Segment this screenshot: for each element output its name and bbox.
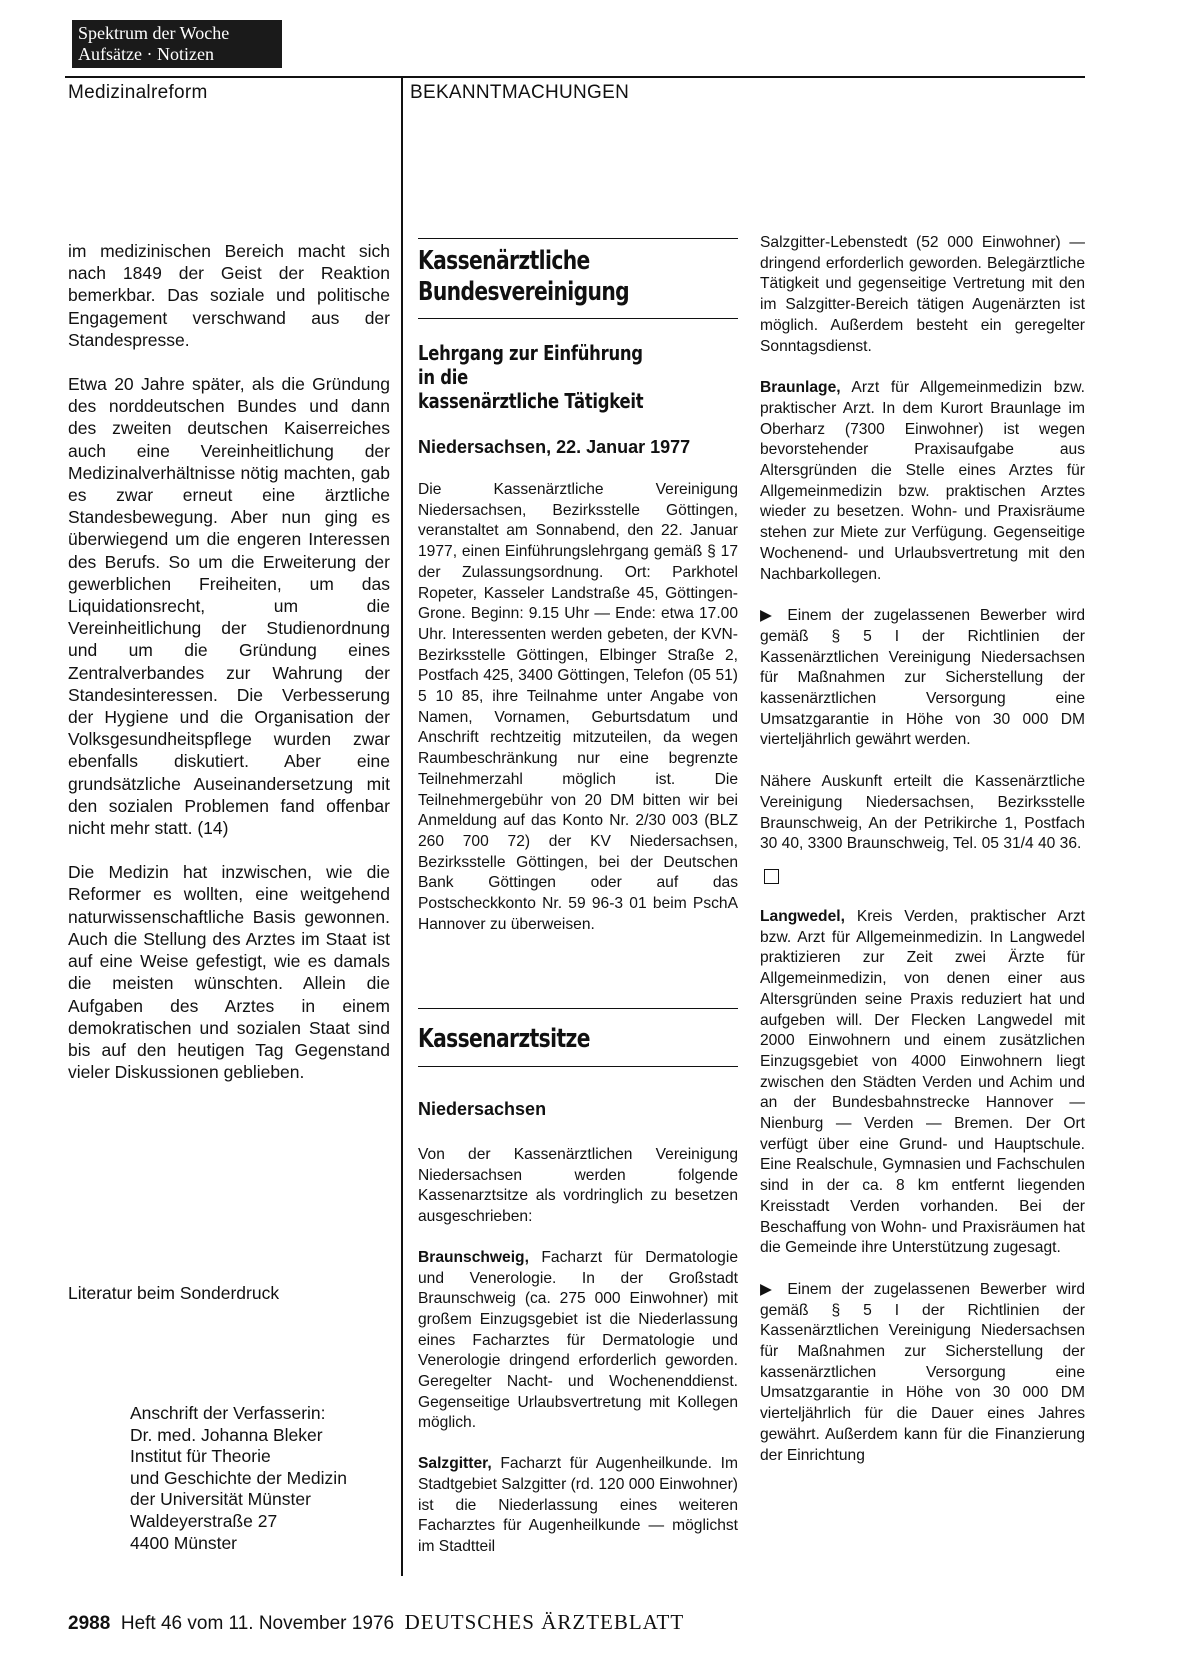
heading-kbv-line-2: Bundesvereinigung: [418, 277, 630, 307]
col1-paragraph-3: Die Medizin hat inzwischen, wie die Reformer es wollten, eine weitgehend naturwissenschaftliche Basis gewonnen. Auch die Stellung des Arztes im Staat ist auf eine Weise gefestigt, wie es damals die meisten wünschten. Allein die Aufgaben des Arztes in einem demokratischen und sozialen Staat sind bis auf den heutigen Tag Gegenstand vieler Diskussionen geblieben.: [68, 862, 390, 1083]
entry-text: Arzt für Allgemeinmedizin bzw. praktischer Arzt. In dem Kurort Braunlage im Oberharz (7300 Einwohner) ist wegen bevorstehender Praxisaufgabe aus Altersgründen die Stelle eines Arztes für Allgemeinmedizin bzw. praktischen Arztes wieder zu besetzen. Wohn- und Praxisräume stehen zur Miete zur Verfügung. Gegenseitige Wochenend- und Urlaubsvertretung mit den Nachbarkollegen.: [760, 379, 1085, 583]
checkbox-row: [760, 855, 1085, 907]
section-badge: [72, 20, 282, 68]
heading-lehrgang-line-3: kassenärztliche Tätigkeit: [418, 389, 644, 413]
badge-line-1: Spektrum der Woche: [78, 23, 230, 43]
guarantee-paragraph: [760, 606, 1085, 751]
section-label-left: Medizinalreform: [68, 82, 208, 103]
entry-lead: Salzgitter,: [418, 1455, 492, 1473]
col1-paragraph-2: Etwa 20 Jahre später, als die Gründung des norddeutschen Bundes und dann des zweiten deutschen Kaiserreiches auch eine Vereinheitlichung der Medizinalverhältnisse nötig machten, gab es zwar erneut eine ärztliche Standesbewegung. Aber nun ging es überwiegend um die engeren Interessen des Berufs. So um die Erweiterung der gewerblichen Freiheiten, um das Liquidationsrecht, um die Vereinheitlichung der Studienordnung und um die Gründung eines Zentralverbandes zur Wahrung der Standesinteressen. Die Verbesserung der Hygiene und die Organisation der Volksgesundheitspflege wurden zwar ebenfalls diskutiert. Aber eine grundsätzliche Auseinandersetzung mit den sozialen Problemen fand offenbar nicht mehr statt. (14): [68, 374, 390, 839]
heading-date: Niedersachsen, 22. Januar 1977: [418, 437, 691, 457]
entry-lead: Braunlage,: [760, 379, 841, 397]
column-divider: [401, 76, 403, 1576]
lehrgang-text: Die Kassenärztliche Vereinigung Niedersachsen, Bezirksstelle Göttingen, veranstaltet am Sonnabend, den 22. Januar 1977, einen Einführungslehrgang gemäß § 17 der Zulassungsordnung. Ort: Parkhotel Ropeter, Kasseler Landstraße 45, Göttingen-Grone. Beginn: 9.15 Uhr — Ende: etwa 17.00 Uhr. Interessenten werden gebeten, der KVN-Bezirksstelle Göttingen, Elbinger Straße 2, Postfach 425, 3400 Göttingen, Telefon (05 51) 5 10 85, ihre Teilnahme unter Angabe von Namen, Vornamen, Geburtsdatum und Anschrift rechtzeitig mitzuteilen, da wegen Raumbeschränkung nur eine begrenzte Teilnehmerzahl möglich ist. Die Teilnehmergebühr von 20 DM bitten wir bei Anmeldung auf das Konto Nr. 2/30 003 (BLZ 260 700 72) der KV Niedersachsen, Bezirksstelle Göttingen, bei der Deutschen Bank Göttingen oder auf das Postscheckkonto Nr. 59 96-3 01 beim PschA Hannover zu überweisen.: [418, 481, 738, 933]
entry-braunlage: [760, 378, 1085, 585]
address-line: 4400 Münster: [130, 1532, 238, 1553]
col1-paragraph-1: im medizinischen Bereich macht sich nach 1849 der Geist der Reaktion bemerkbar. Das soziale und politische Engagement verschwand aus der Standespresse.: [68, 241, 390, 350]
contact-paragraph: Nähere Auskunft erteilt die Kassenärztliche Vereinigung Niedersachsen, Bezirksstelle Braunschweig, An der Petrikirche 1, Postfach 30 40, 3300 Braunschweig, Tel. 05 31/4 40 36.: [760, 773, 1085, 853]
address-line: Anschrift der Verfasserin:: [130, 1403, 326, 1423]
heading-lehrgang-line-1: Lehrgang zur Einführung: [418, 341, 643, 365]
literature-note: Literatur beim Sonderdruck: [68, 1283, 280, 1303]
intro-text: Von der Kassenärztlichen Vereinigung Niedersachsen werden folgende Kassenarztsitze als vordringlich zu besetzen ausgeschrieben:: [418, 1146, 738, 1226]
heading-rule: [418, 1008, 738, 1009]
entry-braunschweig: [418, 1248, 738, 1434]
heading-lehrgang: [418, 341, 643, 413]
arrow-icon: ▶: [760, 1280, 778, 1298]
column-3: [760, 233, 1085, 1466]
page-number: 2988: [68, 1613, 111, 1634]
heading-rule: [418, 238, 738, 239]
lehrgang-column: [418, 480, 738, 935]
salzgitter-continuation: Salzgitter-Lebenstedt (52 000 Einwohner) — dringend erforderlich geworden. Belegärztliche Tätigkeit und gegenseitige Vertretung mit den im Salzgitter-Bereich tätigen Augenärzten ist möglich. Außerdem besteht ein geregelter Sonntagsdienst.: [760, 234, 1085, 355]
author-address: [130, 1403, 347, 1554]
page-footer: [68, 1610, 684, 1635]
header-rule: [65, 76, 1085, 78]
address-line: Dr. med. Johanna Bleker: [130, 1424, 323, 1445]
entry-text: Facharzt für Augenheilkunde. Im Stadtgebiet Salzgitter (rd. 120 000 Einwohner) ist die Niederlassung eines weiteren Facharztes für Augenheilkunde — möglichst im Stadtteil: [418, 1455, 738, 1555]
badge-line-2: Aufsätze · Notizen: [78, 44, 214, 64]
guarantee-paragraph-2: [760, 1280, 1085, 1466]
publication-name: DEUTSCHES ÄRZTEBLATT: [404, 1610, 685, 1634]
entry-text: Kreis Verden, praktischer Arzt bzw. Arzt für Allgemeinmedizin. In Langwedel praktizieren zur Zeit zwei Ärzte für Allgemeinmedizin, von denen einer aus Altersgründen seine Praxis reduziert hat und aufgeben will. Der Flecken Langwedel mit 2000 Einwohnern und einem zusätzlichen Einzugsgebiet von 4000 Einwohnern liegt zwischen den Städten Verden und Achim und an der Bundesbahnstrecke Hannover — Nienburg — Verden — Bremen. Der Ort verfügt über eine Grund- und Hauptschule. Eine Realschule, Gymnasien und Fachschulen sind in der ca. 8 km entfernt liegenden Kreisstadt Verden vorhanden. Bei der Beschaffung von Wohn- und Praxisräumen hat die Gemeinde ihre Unterstützung zugesagt.: [760, 907, 1085, 1257]
guarantee-text: Einem der zugelassenen Bewerber wird gemäß § 5 I der Richtlinien der Kassenärztlichen Vereinigung Niedersachsen für Maßnahmen zur Sicherstellung der kassenärztlichen Versorgung eine Umsatzgarantie in Höhe von 30 000 DM vierteljährlich für die Dauer eines Jahres gewährt. Außerdem kann für die Finanzierung der Einrichtung: [760, 1280, 1085, 1464]
arrow-icon: ▶: [760, 607, 778, 625]
heading-lehrgang-line-2: in die: [418, 365, 469, 389]
issue-info: Heft 46 vom 11. November 1976: [120, 1613, 395, 1634]
column-1: [68, 240, 390, 1083]
heading-rule: [418, 1066, 738, 1067]
heading-niedersachsen: Niedersachsen: [418, 1099, 547, 1119]
entry-lead: Braunschweig,: [418, 1248, 529, 1266]
guarantee-text: Einem der zugelassenen Bewerber wird gemäß § 5 I der Richtlinien der Kassenärztlichen Vereinigung Niedersachsen für Maßnahmen zur Sicherstellung der kassenärztlichen Versorgung eine Umsatzgarantie in Höhe von 30 000 DM vierteljährlich gewährt werden.: [760, 607, 1085, 749]
heading-kbv-line-1: Kassenärztliche: [418, 246, 590, 276]
heading-rule: [418, 318, 738, 319]
heading-kbv: [418, 246, 629, 308]
kassenarztsitze-column: [418, 1145, 738, 1558]
entry-langwedel: [760, 907, 1085, 1259]
address-line: der Universität Münster: [130, 1489, 311, 1510]
address-line: Waldeyerstraße 27: [130, 1510, 278, 1531]
entry-salzgitter: [418, 1454, 738, 1558]
heading-kassenarztsitze: Kassenarztsitze: [418, 1024, 590, 1054]
entry-lead: Langwedel,: [760, 907, 845, 925]
checkbox-icon: [764, 869, 779, 884]
address-line: und Geschichte der Medizin: [130, 1467, 347, 1488]
section-label-right: BEKANNTMACHUNGEN: [410, 82, 630, 103]
entry-text: Facharzt für Dermatologie und Venerologie. In der Großstadt Braunschweig (ca. 275 000 Einwohner) mit großem Einzugsgebiet ist die Niederlassung eines Facharztes für Dermatologie und Venerologie dringend erforderlich geworden. Geregelter Nacht- und Wochenenddienst. Gegenseitige Urlaubsvertretung mit Kollegen möglich.: [418, 1248, 738, 1432]
address-line: Institut für Theorie: [130, 1446, 271, 1467]
